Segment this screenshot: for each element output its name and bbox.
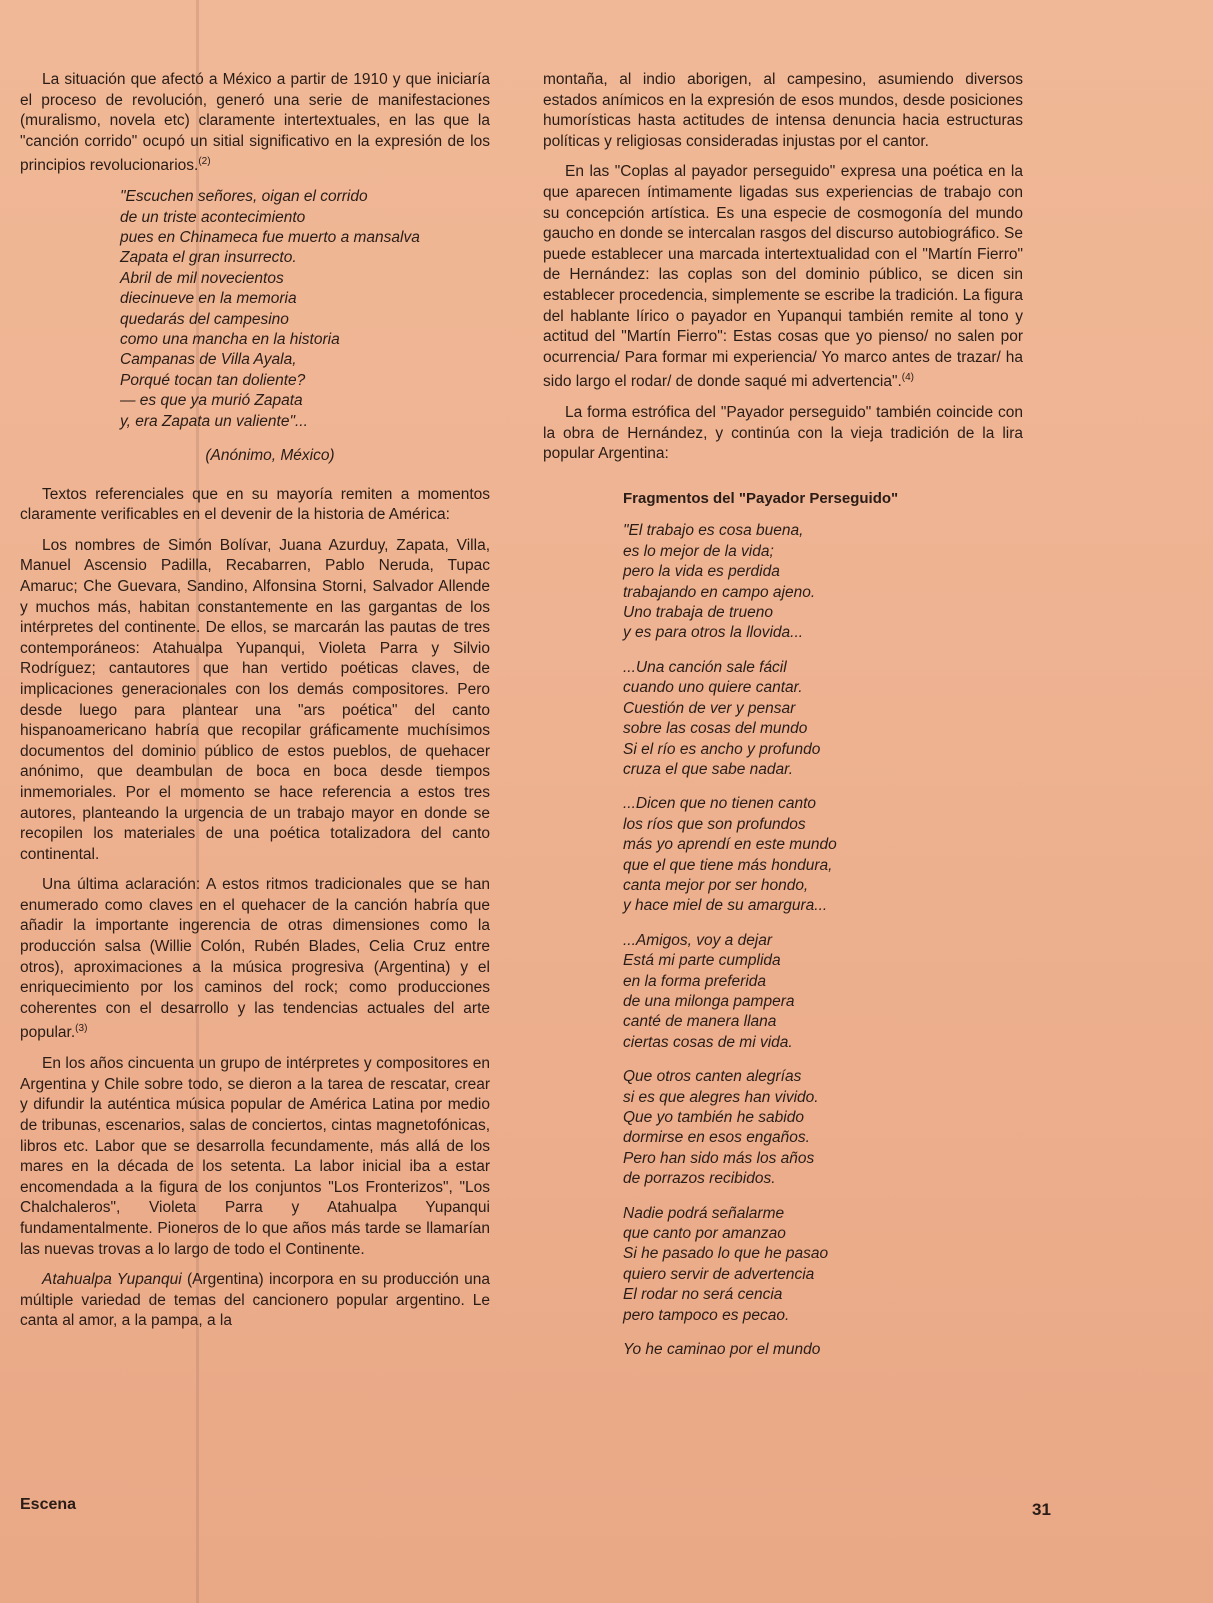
- verse-line: ...Una canción sale fácil: [623, 658, 787, 676]
- page-number: 31: [1032, 1500, 1051, 1519]
- stanza: [543, 794, 1023, 916]
- verse-line: Pero han sido más los años: [623, 1149, 815, 1167]
- verse-line: canté de manera llana: [623, 1013, 777, 1031]
- verse-line: El rodar no será cencia: [623, 1286, 783, 1304]
- verse-line: Uno trabaja de trueno: [623, 604, 773, 622]
- verse-line: Está mi parte cumplida: [623, 952, 781, 970]
- verse-line: quiero servir de advertencia: [623, 1265, 815, 1283]
- verse-line: Zapata el gran insurrecto.: [120, 249, 297, 267]
- verse-line: Yo he caminao por el mundo: [623, 1341, 821, 1359]
- payador-stanzas: [543, 521, 1023, 1360]
- stanza: [543, 658, 1023, 780]
- verse-line: diecinueve en la memoria: [120, 290, 297, 308]
- verse-line: y hace miel de su amargura...: [623, 897, 828, 915]
- verse-line: de una milonga pampera: [623, 992, 795, 1010]
- right-column: [543, 70, 1023, 1374]
- paragraph: La forma estrófica del "Payador perseguido" también coincide con la obra de Hernández, y continúa con la vieja tradición de la lira popular Argentina:: [543, 404, 1023, 463]
- paragraph: Una última aclaración: A estos ritmos tradicionales que se han enumerado como claves en el quehacer de la canción habría que añadir la importante ingerencia de otras dimensiones como la producción salsa (Willie Colón, Rubén Blades, Celia Cruz entre otros), aproximaciones a la música progresiva (Argentina) y el enriquecimiento por los caminos del rock; como producciones coherentes con el desarrollo y las tendencias actuales del arte popular.$^{(3)}$: [20, 876, 490, 1042]
- verse-line: ...Dicen que no tienen canto: [623, 795, 817, 813]
- fragment-title: Fragmentos del "Payador Perseguido": [623, 489, 899, 507]
- verse-line: como una mancha en la historia: [120, 330, 340, 348]
- corrido-verse: [20, 187, 490, 432]
- stanza: [543, 521, 1023, 643]
- verse-line: más yo aprendí en este mundo: [623, 836, 837, 854]
- verse-line: Campanas de Villa Ayala,: [120, 351, 297, 369]
- verse-line: ciertas cosas de mi vida.: [623, 1033, 793, 1051]
- verse-line: pues en Chinameca fue muerto a mansalva: [120, 228, 420, 246]
- verse-line: Si el río es ancho y profundo: [623, 740, 821, 758]
- stanza: [543, 1204, 1023, 1326]
- verse-line: de porrazos recibidos.: [623, 1170, 776, 1188]
- verse-line: "El trabajo es cosa buena,: [623, 522, 804, 540]
- paragraph: La situación que afectó a México a partir de 1910 y que iniciaría el proceso de revolución, generó una serie de manifestaciones (muralismo, novela etc) claramente intertextuales, en las que la "canción corrido" ocupó un sitial significativo en la expresión de los principios revolucionarios.$^{(2)}$: [20, 71, 490, 175]
- verse-line: Abril de mil novecientos: [120, 269, 284, 287]
- stanza: [543, 1067, 1023, 1189]
- paragraph: Atahualpa Yupanqui (Argentina) incorpora en su producción una múltiple variedad de temas del cancionero popular argentino. Le canta al amor, a la pampa, a la: [20, 1271, 490, 1330]
- left-column: [20, 70, 490, 1342]
- verse-line: Cuestión de ver y pensar: [623, 699, 796, 717]
- verse-line: de un triste acontecimiento: [120, 208, 306, 226]
- verse-line: y, era Zapata un valiente"...: [120, 412, 308, 430]
- magazine-name: Escena: [20, 1496, 77, 1513]
- footnote-ref: (3): [75, 1023, 88, 1035]
- verse-line: en la forma preferida: [623, 972, 767, 990]
- verse-line: cuando uno quiere cantar.: [623, 679, 803, 697]
- verse-line: pero tampoco es pecao.: [623, 1306, 790, 1324]
- verse-line: sobre las cosas del mundo: [623, 720, 808, 738]
- verse-line: si es que alegres han vivido.: [623, 1088, 819, 1106]
- verse-line: que el que tiene más hondura,: [623, 856, 833, 874]
- verse-line: cruza el que sabe nadar.: [623, 760, 794, 778]
- artist-name: Atahualpa Yupanqui: [42, 1271, 182, 1289]
- verse-line: Porqué tocan tan doliente?: [120, 371, 306, 389]
- verse-line: "Escuchen señores, oigan el corrido: [120, 188, 368, 206]
- verse-line: los ríos que son profundos: [623, 815, 806, 833]
- stanza: [543, 931, 1023, 1053]
- verse-line: pero la vida es perdida: [623, 563, 780, 581]
- verse-line: Que yo también he sabido: [623, 1109, 804, 1126]
- paragraph: Los nombres de Simón Bolívar, Juana Azurduy, Zapata, Villa, Manuel Ascensio Padilla, Recabarren, Pablo Neruda, Tupac Amaruc; Che Guevara, Sandino, Alfonsina Storni, Salvador Allende y muchos más, habitan constantemente en las gargantas de los intérpretes del continente. De ellos, se marcarán las pautas de tres contemporáneos: Atahualpa Yupanqui, Violeta Parra y Silvio Rodríguez; cantautores que han vertido poéticas claves, de implicaciones generacionales con los demás compositores. Pero desde luego para plantear una "ars poética" del canto hispanoamericano habría que recopilar gráficamente muchísimos documentos del dominio público de estos pueblos, de quehacer anónimo, que deambulan de boca en boca desde tiempos inmemoriales. Por el momento se hace referencia a estos tres autores, planteando la urgencia de un trabajo mayor en donde se recopilen los materiales de una poética totalizadora del canto continental.: [20, 536, 490, 863]
- verse-line: Nadie podrá señalarme: [623, 1204, 785, 1222]
- verse-line: que canto por amanzao: [623, 1225, 786, 1243]
- verse-attribution: (Anónimo, México): [205, 447, 335, 464]
- footnote-ref: (2): [198, 156, 211, 168]
- paragraph: En las "Coplas al payador perseguido" expresa una poética en la que aparecen íntimamente ligadas sus experiencias de trabajo con su concepción artística. Es una especie de cosmogonía del mundo gaucho en donde se intercalan rasgos del discurso autobiográfico. Se puede establecer una marcada intertextualidad con el "Martín Fierro" de Hernández: las coplas son del dominio público, se dicen sin establecer procedencia, simplemente se escribe la tradición. La figura del hablante lírico o payador en Yupanqui también remite al tono y actitud del "Martín Fierro": Estas cosas que yo pienso/ no salen por ocurrencia/ Para formar mi experiencia/ Yo marco antes de trazar/ ha sido largo el rodar/ de donde saqué mi advertencia".$^{(4)}$: [543, 163, 1023, 391]
- verse-line: y es para otros la llovida...: [623, 624, 804, 642]
- verse-line: ...Amigos, voy a dejar: [623, 931, 773, 949]
- paragraph: En los años cincuenta un grupo de intérpretes y compositores en Argentina y Chile sobre todo, se dieron a la tarea de rescatar, crear y difundir la auténtica música popular de América Latina por medio de tribunas, escenarios, salas de conciertos, cintas magnetofónicas, libros etc. Labor que se desarrolla fecundamente, más allá de los mares en la década de los setenta. La labor inicial iba a estar encomendada a la figura de los conjuntos "Los Fronterizos", "Los Chalchaleros", Violeta Parra y Atahualpa Yupanqui fundamentalmente. Pioneros de lo que años más tarde se llamarían las nuevas trovas a lo largo de todo el Continente.: [20, 1055, 490, 1258]
- footnote-ref: (4): [901, 372, 915, 384]
- verse-line: trabajando en campo ajeno.: [623, 583, 816, 601]
- stanza: [543, 1340, 1023, 1360]
- paragraph: montaña, al indio aborigen, al campesino, asumiendo diversos estados anímicos en la expresión de esos mundos, desde posiciones humorísticas hasta actitudes de intensa denuncia hacia estructuras políticas y religiosas consideradas injustas por el cantor.: [543, 71, 1023, 150]
- verse-line: dormirse en esos engaños.: [623, 1129, 810, 1147]
- verse-line: — es que ya murió Zapata: [120, 392, 303, 410]
- verse-line: es lo mejor de la vida;: [623, 542, 774, 560]
- verse-line: quedarás del campesino: [120, 310, 289, 328]
- verse-line: Si he pasado lo que he pasao: [623, 1245, 829, 1263]
- verse-line: Que otros canten alegrías: [623, 1068, 802, 1086]
- verse-line: canta mejor por ser hondo,: [623, 876, 809, 894]
- paragraph: Textos referenciales que en su mayoría remiten a momentos claramente verificables en el devenir de la historia de América:: [20, 485, 490, 524]
